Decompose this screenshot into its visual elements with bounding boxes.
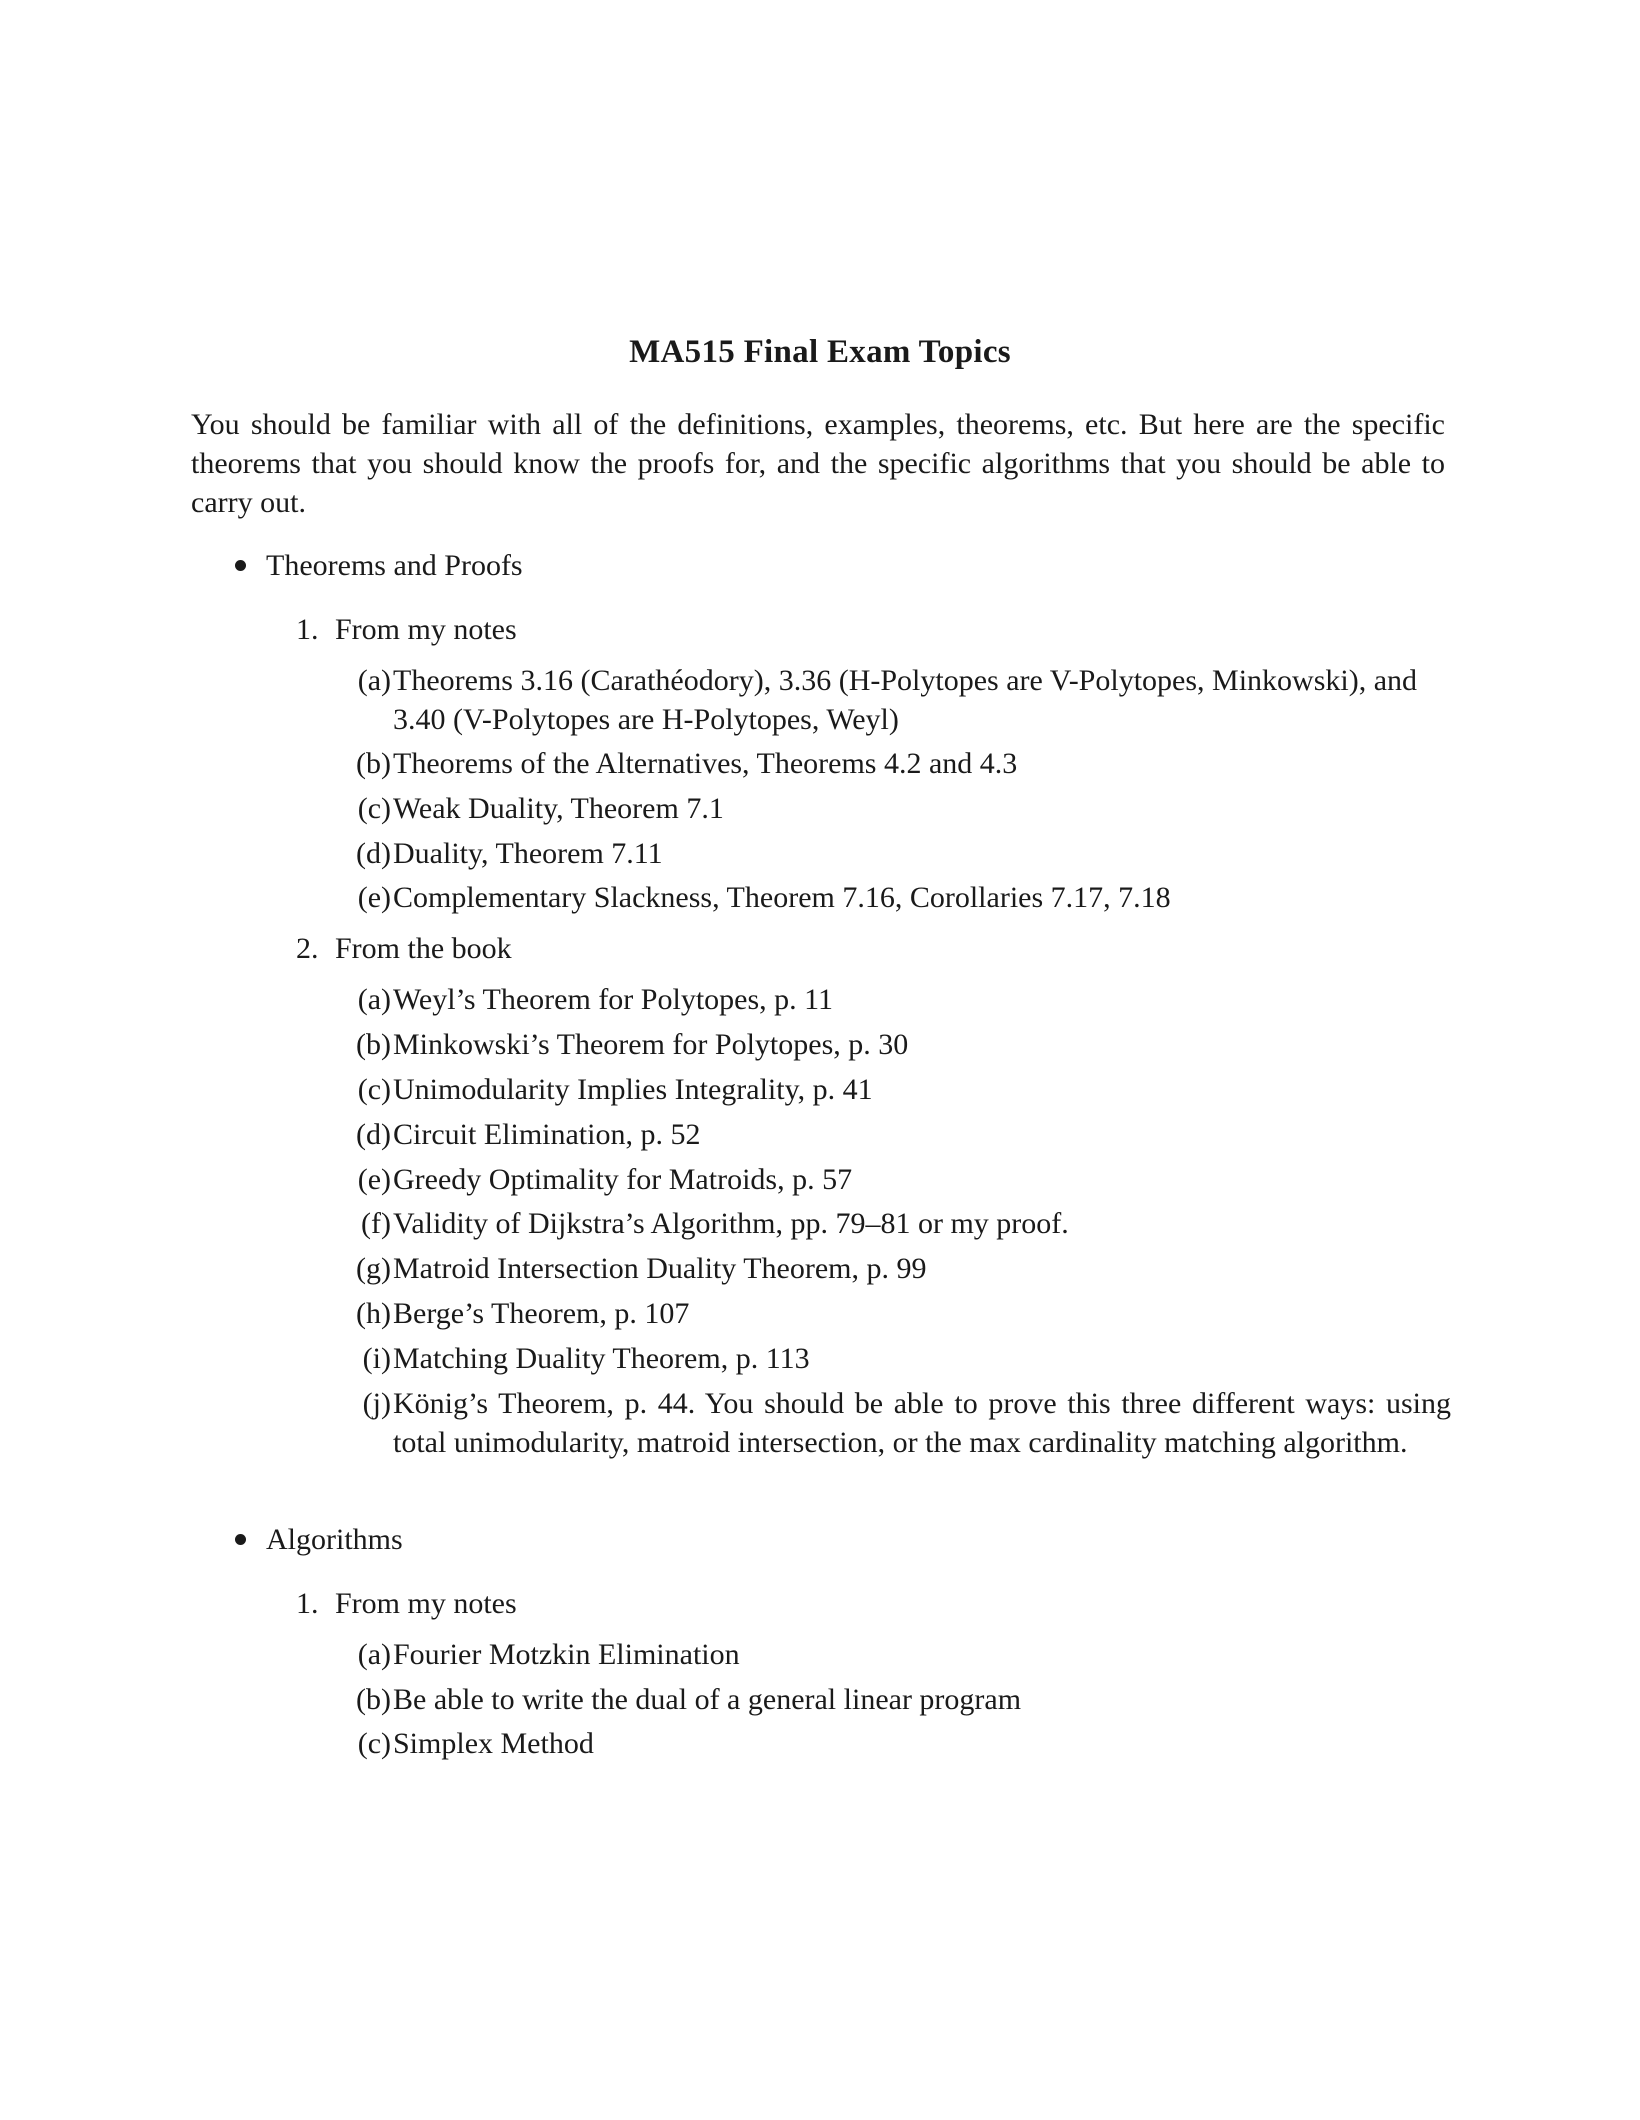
item-label: (g) [356, 1252, 391, 1285]
item-label: (a) [357, 983, 391, 1016]
list-item [0, 1070, 1640, 1109]
list-item [0, 1115, 1640, 1154]
item-label: (d) [356, 1118, 391, 1151]
item-text: Simplex Method [393, 1727, 594, 1760]
item-label: (c) [357, 1727, 391, 1760]
group-number: 2. [296, 932, 319, 965]
list-item [0, 980, 1640, 1019]
list-item [0, 1249, 1640, 1288]
item-label: (h) [356, 1297, 391, 1330]
list-item [0, 1160, 1640, 1199]
item-text: Theorems of the Alternatives, Theorems 4.2 and 4.3 [393, 747, 1018, 780]
item-text: Matching Duality Theorem, p. 113 [393, 1342, 810, 1375]
item-label: (b) [356, 747, 391, 780]
item-text: Greedy Optimality for Matroids, p. 57 [393, 1163, 853, 1196]
intro-paragraph: You should be familiar with all of the definitions, examples, theorems, etc. But here are the specific theorems that you should know the proofs for, and the specific algorithms that you should be able to carry out. [191, 408, 1445, 519]
section-algorithms [235, 1520, 403, 1559]
item-text: Berge’s Theorem, p. 107 [393, 1297, 690, 1330]
item-label: (c) [357, 1073, 391, 1106]
group-heading [0, 929, 1640, 968]
list-item [0, 1680, 1640, 1719]
item-label: (a) [357, 1638, 391, 1671]
list-item [0, 1384, 1640, 1501]
item-label: (b) [356, 1028, 391, 1061]
item-label: (a) [357, 664, 391, 697]
group-title: From the book [335, 932, 512, 965]
list-item [0, 1294, 1640, 1333]
list-item [0, 661, 1640, 739]
group-heading [0, 1584, 1640, 1623]
group-title: From my notes [335, 1587, 517, 1620]
item-label: (e) [357, 881, 391, 914]
list-item [0, 1635, 1640, 1674]
list-item [0, 834, 1640, 873]
list-item [0, 1025, 1640, 1064]
list-item [0, 1724, 1640, 1763]
item-text: Unimodularity Implies Integrality, p. 41 [393, 1073, 873, 1106]
item-text: Theorems 3.16 (Carathéodory), 3.36 (H-Polytopes are V-Polytopes, Minkowski), and 3.40 (V-Polytopes are H-Polytopes, Weyl) [393, 664, 1418, 736]
group-heading [0, 610, 1640, 649]
group-title: From my notes [335, 613, 517, 646]
list-item [0, 1204, 1640, 1243]
item-text: Minkowski’s Theorem for Polytopes, p. 30 [393, 1028, 909, 1061]
bullet-icon [235, 560, 246, 571]
item-label: (i) [362, 1342, 391, 1375]
section-heading: Theorems and Proofs [266, 549, 523, 582]
section-heading: Algorithms [266, 1523, 403, 1556]
item-label: (b) [356, 1683, 391, 1716]
list-item [0, 1339, 1640, 1378]
bullet-icon [235, 1534, 246, 1545]
item-label: (c) [357, 792, 391, 825]
item-text: Be able to write the dual of a general linear program [393, 1683, 1022, 1716]
page-title: MA515 Final Exam Topics [629, 334, 1011, 370]
list-item [0, 878, 1640, 917]
group-number: 1. [296, 613, 319, 646]
item-text: Circuit Elimination, p. 52 [393, 1118, 701, 1151]
item-text: Validity of Dijkstra’s Algorithm, pp. 79–81 or my proof. [393, 1207, 1069, 1240]
item-label: (f) [361, 1207, 391, 1240]
item-label: (j) [362, 1387, 391, 1420]
item-text: Complementary Slackness, Theorem 7.16, Corollaries 7.17, 7.18 [393, 881, 1171, 914]
item-text: König’s Theorem, p. 44. You should be able to prove this three different ways: using total unimodularity, matroid intersection, or the max cardinality matching algorithm. [393, 1387, 1451, 1459]
section-theorems-and-proofs [235, 546, 523, 585]
item-text: Fourier Motzkin Elimination [393, 1638, 740, 1671]
item-text: Duality, Theorem 7.11 [393, 837, 663, 870]
group-number: 1. [296, 1587, 319, 1620]
list-item [0, 744, 1640, 783]
list-item [0, 789, 1640, 828]
item-label: (e) [357, 1163, 391, 1196]
item-text: Weak Duality, Theorem 7.1 [393, 792, 724, 825]
item-text: Weyl’s Theorem for Polytopes, p. 11 [393, 983, 834, 1016]
item-label: (d) [356, 837, 391, 870]
item-text: Matroid Intersection Duality Theorem, p. 99 [393, 1252, 927, 1285]
